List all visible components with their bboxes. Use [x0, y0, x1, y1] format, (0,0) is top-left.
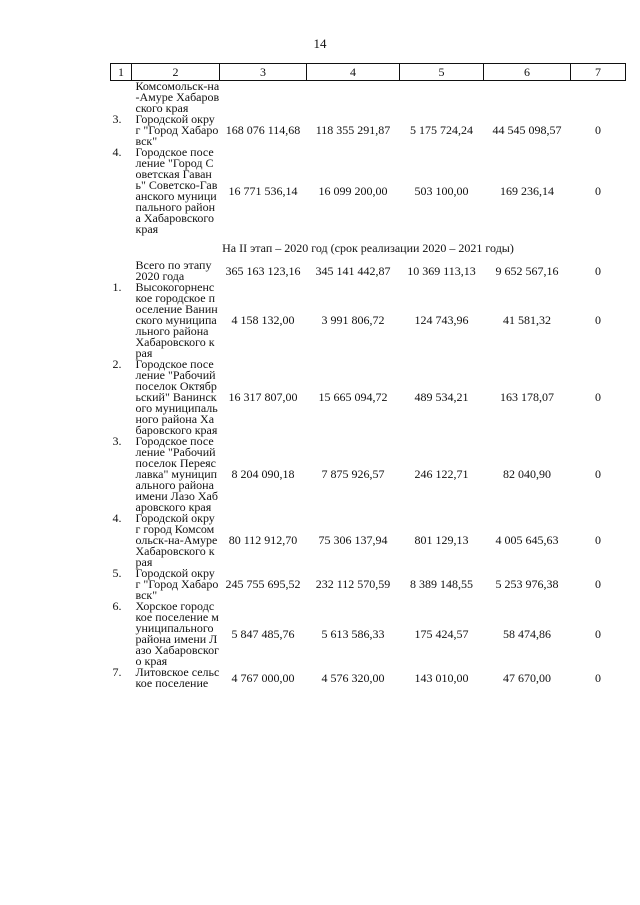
total-cost: 8 204 090,18	[231, 467, 295, 481]
other-amount: 0	[595, 467, 601, 481]
table-row	[111, 81, 626, 115]
other-amount: 0	[595, 577, 601, 591]
table-header-row	[111, 64, 626, 81]
municipality-name: Литовское сельское поселение	[135, 665, 220, 690]
total-cost: 365 163 123,16	[225, 263, 301, 278]
local-amount: 5 253 976,38	[495, 577, 559, 591]
row-number: 7.	[112, 665, 122, 679]
fund-amount: 3 991 806,72	[321, 313, 385, 327]
row-number: 4.	[112, 145, 122, 159]
fund-amount	[307, 81, 400, 115]
other-amount: 0	[595, 263, 601, 278]
column-header: 1	[111, 64, 132, 81]
regional-amount: 10 369 113,13	[407, 263, 476, 278]
total-cost	[220, 81, 307, 115]
other-amount: 0	[595, 183, 601, 198]
regional-amount: 124 743,96	[414, 313, 469, 327]
regional-amount: 143 010,00	[414, 670, 469, 685]
local-amount: 44 545 098,57	[492, 123, 562, 137]
stage-title: На II этап – 2020 год (срок реализации 2020 – 2021 годы)	[222, 241, 514, 255]
regional-amount: 503 100,00	[414, 183, 469, 198]
table-row	[111, 282, 626, 359]
regional-amount	[400, 81, 484, 115]
regional-amount: 246 122,71	[414, 467, 469, 481]
table-row	[111, 114, 626, 147]
municipality-name: Комсомольск-на-Амуре Хабаровского края	[135, 79, 220, 115]
regional-amount: 5 175 724,24	[410, 123, 473, 137]
fund-amount: 4 576 320,00	[321, 670, 385, 685]
municipality-name: Городское поселение "Рабочий поселок Переяславка" муниципального района имени Лазо Хабаровского края	[135, 434, 218, 514]
local-amount: 82 040,90	[503, 467, 551, 481]
local-amount: 58 474,86	[503, 626, 551, 641]
other-amount: 0	[595, 670, 601, 685]
column-header: 3	[220, 64, 307, 81]
local-amount: 9 652 567,16	[495, 263, 559, 278]
regional-amount: 489 534,21	[414, 390, 469, 404]
fund-amount: 75 306 137,94	[318, 533, 388, 547]
regional-amount: 8 389 148,55	[410, 577, 473, 591]
row-number: 6.	[112, 599, 122, 613]
row-number: 1.	[112, 280, 122, 294]
table-row	[111, 359, 626, 436]
table-row	[111, 260, 626, 282]
column-header: 2	[132, 64, 220, 81]
total-cost: 168 076 114,68	[225, 123, 301, 137]
fund-amount: 15 665 094,72	[318, 390, 388, 404]
table-row	[111, 513, 626, 568]
local-amount: 169 236,14	[500, 183, 554, 198]
fund-amount: 16 099 200,00	[318, 183, 388, 198]
row-number: 3.	[112, 112, 122, 126]
row-number: 4.	[112, 511, 122, 525]
funding-table	[110, 63, 626, 689]
other-amount: 0	[595, 626, 601, 641]
row-number	[111, 260, 132, 282]
total-cost: 5 847 485,76	[231, 626, 295, 641]
row-number	[111, 81, 132, 115]
local-amount: 163 178,07	[500, 390, 554, 404]
local-amount	[484, 81, 571, 115]
total-cost: 80 112 912,70	[228, 533, 298, 547]
other-amount: 0	[595, 123, 601, 137]
local-amount: 47 670,00	[503, 670, 551, 685]
row-number: 5.	[112, 566, 122, 580]
municipality-name: Всего по этапу 2020 года	[135, 258, 212, 283]
fund-amount: 118 355 291,87	[315, 123, 391, 137]
total-cost: 4 767 000,00	[231, 670, 295, 685]
row-number: 2.	[112, 357, 122, 371]
local-amount: 4 005 645,63	[495, 533, 559, 547]
fund-amount: 232 112 570,59	[315, 577, 391, 591]
local-amount: 41 581,32	[503, 313, 551, 327]
other-amount	[571, 81, 626, 115]
total-cost: 16 771 536,14	[228, 183, 298, 198]
regional-amount: 175 424,57	[414, 626, 469, 641]
municipality-name: Хорское городское поселение муниципального района имени Лазо Хабаровского края	[135, 599, 219, 668]
table-row	[111, 147, 626, 235]
column-header: 4	[307, 64, 400, 81]
other-amount: 0	[595, 390, 601, 404]
municipality-name: Городское поселение "Рабочий поселок Октябрьский" Ванинского муниципального района Хабаровского края	[135, 357, 218, 437]
column-header: 7	[571, 64, 626, 81]
municipality-name: Городской округ "Город Хабаровск"	[135, 112, 219, 148]
column-header: 6	[484, 64, 571, 81]
fund-amount: 345 141 442,87	[315, 263, 391, 278]
municipality-name: Городской округ "Город Хабаровск"	[135, 566, 219, 602]
column-header: 5	[400, 64, 484, 81]
table-row	[111, 436, 626, 513]
total-cost: 4 158 132,00	[231, 313, 295, 327]
fund-amount: 7 875 926,57	[321, 467, 385, 481]
fund-amount: 5 613 586,33	[321, 626, 385, 641]
stage-heading-row	[111, 235, 626, 260]
municipality-name: Городской округ город Комсомольск-на-Амуре Хабаровского края	[135, 511, 218, 569]
municipality-name: Городское поселение "Город Советская Гавань" Советско-Гаванского муниципального района Хабаровского края	[135, 145, 218, 236]
table-row	[111, 568, 626, 601]
other-amount: 0	[595, 533, 601, 547]
page-number: 14	[313, 36, 327, 51]
total-cost: 245 755 695,52	[225, 577, 301, 591]
regional-amount: 801 129,13	[414, 533, 469, 547]
other-amount: 0	[595, 313, 601, 327]
municipality-name: Высокогорненское городское поселение Ванинского муниципального района Хабаровского края	[135, 280, 218, 360]
table-row	[111, 667, 626, 689]
table-row	[111, 601, 626, 667]
row-number: 3.	[112, 434, 122, 448]
total-cost: 16 317 807,00	[228, 390, 298, 404]
